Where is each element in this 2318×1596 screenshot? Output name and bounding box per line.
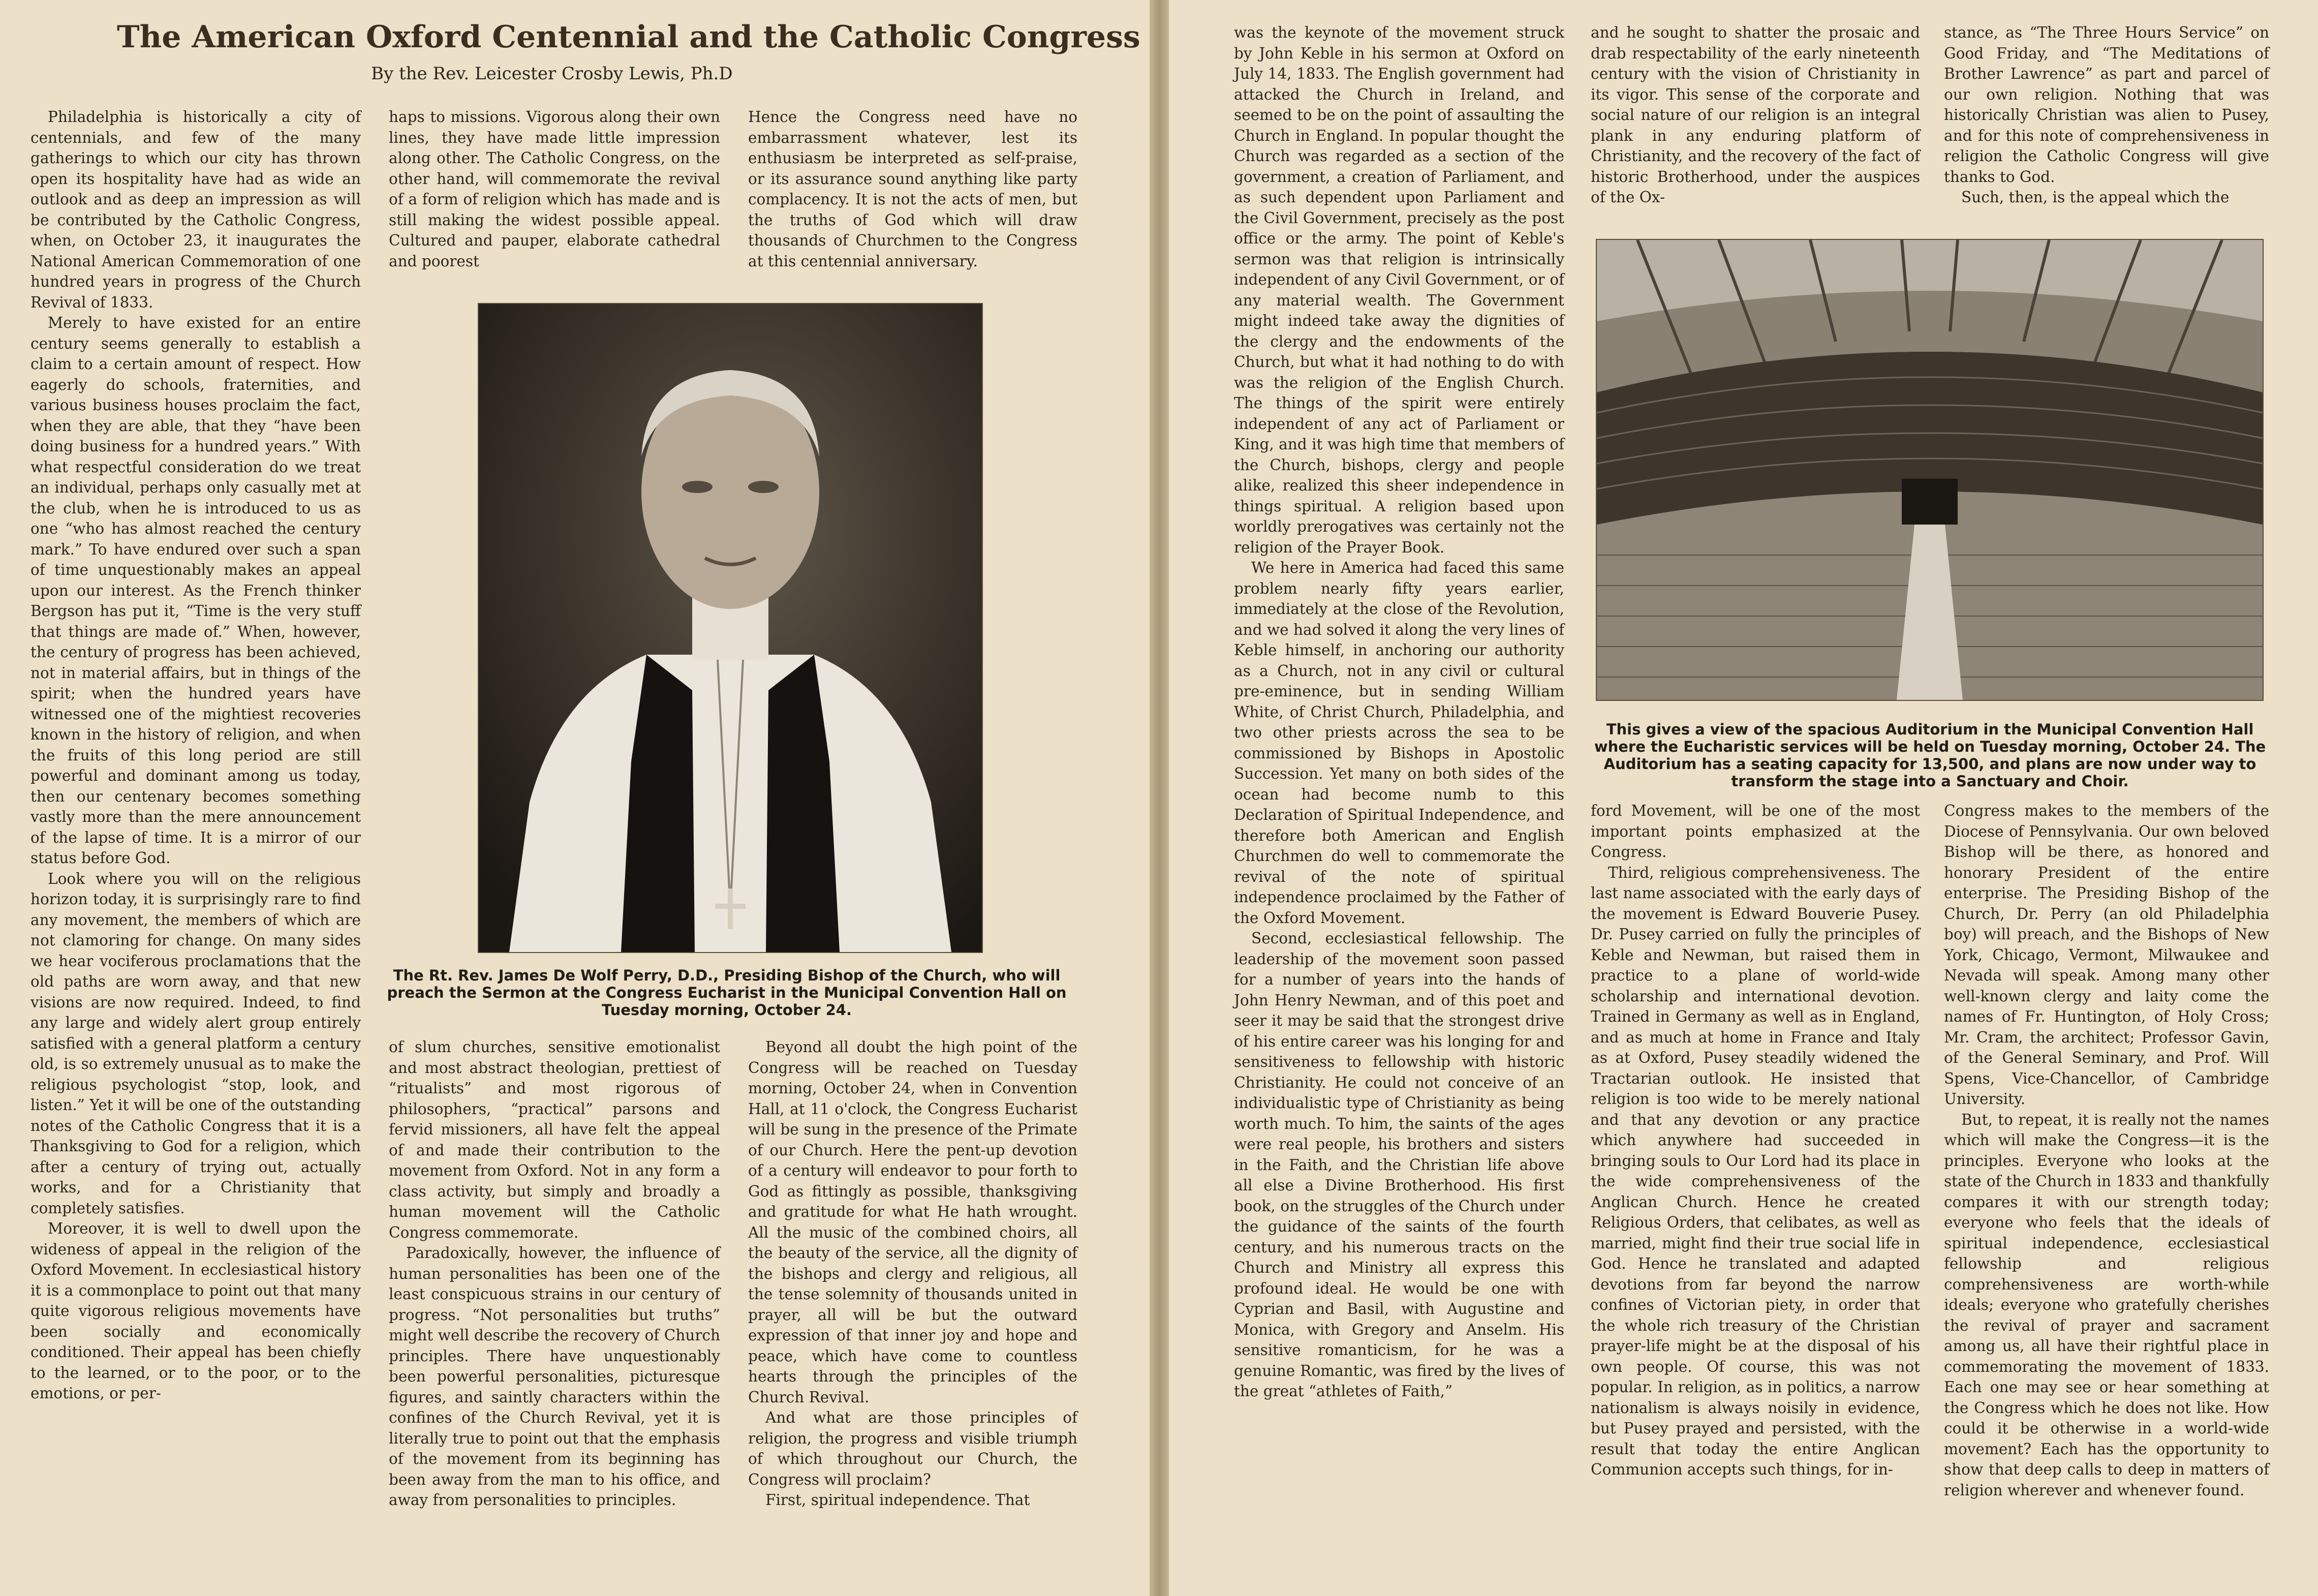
- left-column-2-top: [389, 107, 720, 271]
- right-column-2-bottom: [1591, 801, 1920, 1480]
- paragraph: First, spiritual independence. That: [765, 1491, 1030, 1509]
- left-column-2-bottom: [389, 1037, 720, 1511]
- article-title: The American Oxford Centennial and the Catholic Congress: [117, 19, 1140, 55]
- auditorium-caption: This gives a view of the spacious Auditorium in the Municipal Convention Hall where the Eucharistic services will be held on Tuesday morning, October 24. The Auditorium has a seating capacity for 13,500, and plans are now under way to transform the stage into a Sanctuary and Choir.: [1594, 721, 2266, 790]
- paragraph: Merely to have existed for an entire century seems generally to establish a claim to a certain amount of respect. How eagerly do schools, fraternities, and various business houses proclaim the fact, when they are able, that they “have been doing business for a hundred years.” With what respectful consideration do we treat an individual, perhaps only casually met at the club, when he is introduced to us as one “who has almost reached the century mark.” To have endured over such a span of time unquestionably makes an appeal upon our interest. As the French thinker Bergson has put it, “Time is the very stuff that things are made of.” When, however, the century of progress has been achieved, not in material affairs, but in things of the spirit; when the hundred years have witnessed one of the mightiest recoveries known in the history of religion, and when the fruits of this long period are still powerful and dominant among us today, then our centenary becomes something vastly more than the mere announcement of the lapse of time. It is a mirror of our status before God.: [30, 314, 361, 867]
- left-page: [0, 0, 1150, 1596]
- portrait-caption: The Rt. Rev. James De Wolf Perry, D.D., Presiding Bishop of the Church, who will preach the Sermon at the Congress Eucharist in the Municipal Convention Hall on Tuesday morning, October 24.: [387, 967, 1067, 1019]
- page-gutter: [1150, 0, 1169, 1596]
- right-column-2-top: [1591, 22, 1920, 208]
- right-column-1: [1234, 22, 1564, 1402]
- paragraph: Beyond all doubt the high point of the Congress will be reached on Tuesday morning, October 24, when in Convention Hall, at 11 o'clock, the Congress Eucharist will be sung in the presence of the Primate of our Church. Here the pent-up devotion of a century will endeavor to pour forth to God as fittingly as possible, thanksgiving and gratitude for what He hath wrought. All the music of the combined choirs, all the beauty of the service, all the dignity of the bishops and clergy and religious, all the tense solemnity of thousands united in prayer, all will be but the outward expression of that inner joy and hope and peace, which have come to countless hearts through the principles of the Church Revival.: [748, 1038, 1077, 1406]
- auditorium-image: [1597, 240, 2263, 700]
- right-column-3-top: [1944, 22, 2269, 208]
- paragraph: Congress makes to the members of the Diocese of Pennsylvania. Our own beloved Bishop will be there, as honored and honorary President of the entire enterprise. The Presiding Bishop of the Church, Dr. Perry (an old Philadelphia boy) will preach, and the Bishops of New York, Chicago, Vermont, Milwaukee and Nevada will speak. Among many other well-known clergy and laity come the names of Fr. Huntington, of Holy Cross; Mr. Cram, the architect; Professor Gavin, of the General Seminary, and Prof. Will Spens, Vice-Chancellor, of Cambridge University.: [1944, 802, 2269, 1108]
- bishop-portrait-image: [479, 304, 982, 952]
- bishop-portrait-photo: [478, 303, 983, 953]
- paragraph: Second, ecclesiastical fellowship. The leadership of the movement soon passed for a number of years into the hands of John Henry Newman, and of this poet and seer it may be said that the strongest drive of his entire career was his longing for and sensitiveness to fellowship with historic Christianity. He could not conceive of an individualistic type of Christianity as being worth much. To him, the saints of the ages were real people, his brothers and sisters in the Faith, and the Christian life above all else a Divine Brotherhood. His first book, on the struggles of the Church under the guidance of the saints of the fourth century, and his numerous tracts on the Church and Ministry all express this profound ideal. He would be one with Cyprian and Basil, with Augustine and Monica, with Gregory and Anselm. His sensitive romanticism, for he was a genuine Romantic, was fired by the lives of the great “athletes of Faith,”: [1234, 930, 1564, 1400]
- paragraph: And what are those principles of religion, the progress and visible triumph of which throughout our Church, the Congress will proclaim?: [748, 1409, 1077, 1488]
- article-byline: By the Rev. Leicester Crosby Lewis, Ph.D: [371, 64, 733, 84]
- paragraph: was the keynote of the movement struck by John Keble in his sermon at Oxford on July 14, 1833. The English government had attacked the Church in Ireland, and seemed to be on the point of assaulting the Church in England. In popular thought the Church was regarded as a section of the government, a creation of Parliament, and as such dependent upon Parliament and the Civil Government, precisely as the post office or the army. The point of Keble's sermon was that religion is intrinsically independent of any Civil Government, or of any material wealth. The Government might indeed take away the dignities of the clergy and the endowments of the Church, but what it had nothing to do with was the religion of the English Church. The things of the spirit were entirely independent of any act of Parliament or King, and it was high time that members of the Church, bishops, clergy and people alike, realized this sheer independence in things spiritual. A religion based upon worldly prerogatives was certainly not the religion of the Prayer Book.: [1234, 24, 1564, 556]
- right-column-3-bottom: [1944, 801, 2269, 1500]
- paragraph: Look where you will on the religious horizon today, it is surprisingly rare to find any movement, the members of which are not clamoring for change. On many sides we hear vociferous proclamations that the old paths are worn away, and that new visions are now required. Indeed, to find any large and widely alert group entirely satisfied with a general platform a century old, is so extremely unusual as to make the religious psychologist “stop, look, and listen.” Yet it will be one of the outstanding notes of the Catholic Congress that it is a Thanksgiving to God for a religion, which after a century of trying out, actually works, and for a Christianity that completely satisfies.: [30, 870, 361, 1217]
- left-column-1: [30, 107, 361, 1404]
- paragraph: stance, as “The Three Hours Service” on Good Friday, and “The Meditations of Brother Lawrence” as part and parcel of our own religion. Nothing that was historically Christian was alien to Pusey, and for this note of comprehensiveness in religion the Catholic Congress will give thanks to God.: [1944, 24, 2269, 186]
- paragraph: Paradoxically, however, the influence of human personalities has been one of the least conspicuous strains in our century of progress. “Not personalities but truths” might well describe the recovery of Church principles. There have unquestionably been powerful personalities, picturesque figures, and saintly characters within the confines of the Church Revival, yet it is literally true to point out that the emphasis of the movement from its beginning has been away from the man to his office, and away from personalities to principles.: [389, 1244, 720, 1509]
- paragraph: Hence the Congress need have no embarrassment whatever, lest its enthusiasm be interpreted as self-praise, or its assurance sound anything like party complacency. It is not the acts of men, but the truths of God which will draw thousands of Churchmen to the Congress at this centennial anniversary.: [748, 108, 1077, 270]
- paragraph: ford Movement, will be one of the most important points emphasized at the Congress.: [1591, 802, 1920, 861]
- paragraph: and he sought to shatter the prosaic and drab respectability of the early nineteenth century with the vision of Christianity in its vigor. This sense of the corporate and social nature of our religion is an integral plank in any enduring platform of Christianity, and the recovery of the fact of historic Brotherhood, under the auspices of the Ox-: [1591, 24, 1920, 206]
- paragraph: of slum churches, sensitive emotionalist and most abstract theologian, prettiest of “ritualists” and most rigorous of philosophers, “practical” parsons and fervid missioners, all have felt the appeal of and made their contribution to the movement from Oxford. Not in any form a class activity, but simply and broadly a human movement will the Catholic Congress commemorate.: [389, 1038, 720, 1241]
- paragraph: Philadelphia is historically a city of centennials, and few of the many gatherings to which our city has thrown open its hospitality have had as wide an outlook and as deep an impression as will be contributed by the Catholic Congress, when, on October 23, it inaugurates the National American Commemoration of one hundred years in progress of the Church Revival of 1833.: [30, 108, 361, 311]
- paragraph: We here in America had faced this same problem nearly fifty years earlier, immediately at the close of the Revolution, and we had solved it along the very lines of Keble himself, in anchoring our authority as a Church, not in any civil or cultural pre-eminence, but in sending William White, of Christ Church, Philadelphia, and two other priests across the sea to be commissioned by Bishops in Apostolic Succession. Yet many on both sides of the ocean had become numb to this Declaration of Spiritual Independence, and therefore both American and English Churchmen do well to commemorate the revival of the note of spiritual independence proclaimed by the Father of the Oxford Movement.: [1234, 559, 1564, 927]
- paragraph: Moreover, it is well to dwell upon the wideness of appeal in the religion of the Oxford Movement. In ecclesiastical history it is a commonplace to point out that many quite vigorous religious movements have been socially and economically conditioned. Their appeal has been chiefly to the learned, or to the poor, or to the emotions, or per-: [30, 1220, 361, 1402]
- left-column-3-bottom: [748, 1037, 1077, 1511]
- paragraph: But, to repeat, it is really not the names which will make the Congress—it is the principles. Everyone who looks at the state of the Church in 1833 and thankfully compares it with our strength today; everyone who feels that the ideals of spiritual independence, ecclesiastical fellowship and religious comprehensiveness are worth-while ideals; everyone who gratefully cherishes the revival of prayer and sacrament among us, all have their rightful place in commemorating the movement of 1833. Each one may see or hear something at the Congress which he does not like. How could it be otherwise in a world-wide movement? Each has the opportunity to show that deep calls to deep in matters of religion wherever and whenever found.: [1944, 1111, 2269, 1499]
- paragraph: Third, religious comprehensiveness. The last name associated with the early days of the movement is Edward Bouverie Pusey. Dr. Pusey carried on fully the principles of Keble and Newman, but raised them in practice to a plane of world-wide scholarship and international devotion. Trained in Germany as well as in England, and as much at home in France and Italy as at Oxford, Pusey steadily widened the Tractarian outlook. He insisted that religion is too wide to be merely national and that any devotion or any practice which anywhere had succeeded in bringing souls to Our Lord had its place in the wide comprehensiveness of the Anglican Church. Hence he created Religious Orders, that celibates, as well as married, might find their true social life in God. Hence he translated and adapted devotions from far beyond the narrow confines of Victorian piety, in order that the whole rich treasury of the Christian prayer-life might be at the disposal of his own people. Of course, this was not popular. In religion, as in politics, a narrow nationalism is always noisily in evidence, but Pusey prayed and persisted, with the result that today the entire Anglican Communion accepts such things, for in-: [1591, 864, 1920, 1478]
- left-column-3-top: [748, 107, 1077, 271]
- paragraph: Such, then, is the appeal which the: [1961, 189, 2230, 206]
- auditorium-photo: [1596, 239, 2264, 701]
- paragraph: haps to missions. Vigorous along their own lines, they have made little impression along other. The Catholic Congress, on the other hand, will commemorate the revival of a form of religion which has made and is still making the widest possible appeal. Cultured and pauper, elaborate cathedral and poorest: [389, 108, 720, 270]
- right-page: [1169, 0, 2318, 1596]
